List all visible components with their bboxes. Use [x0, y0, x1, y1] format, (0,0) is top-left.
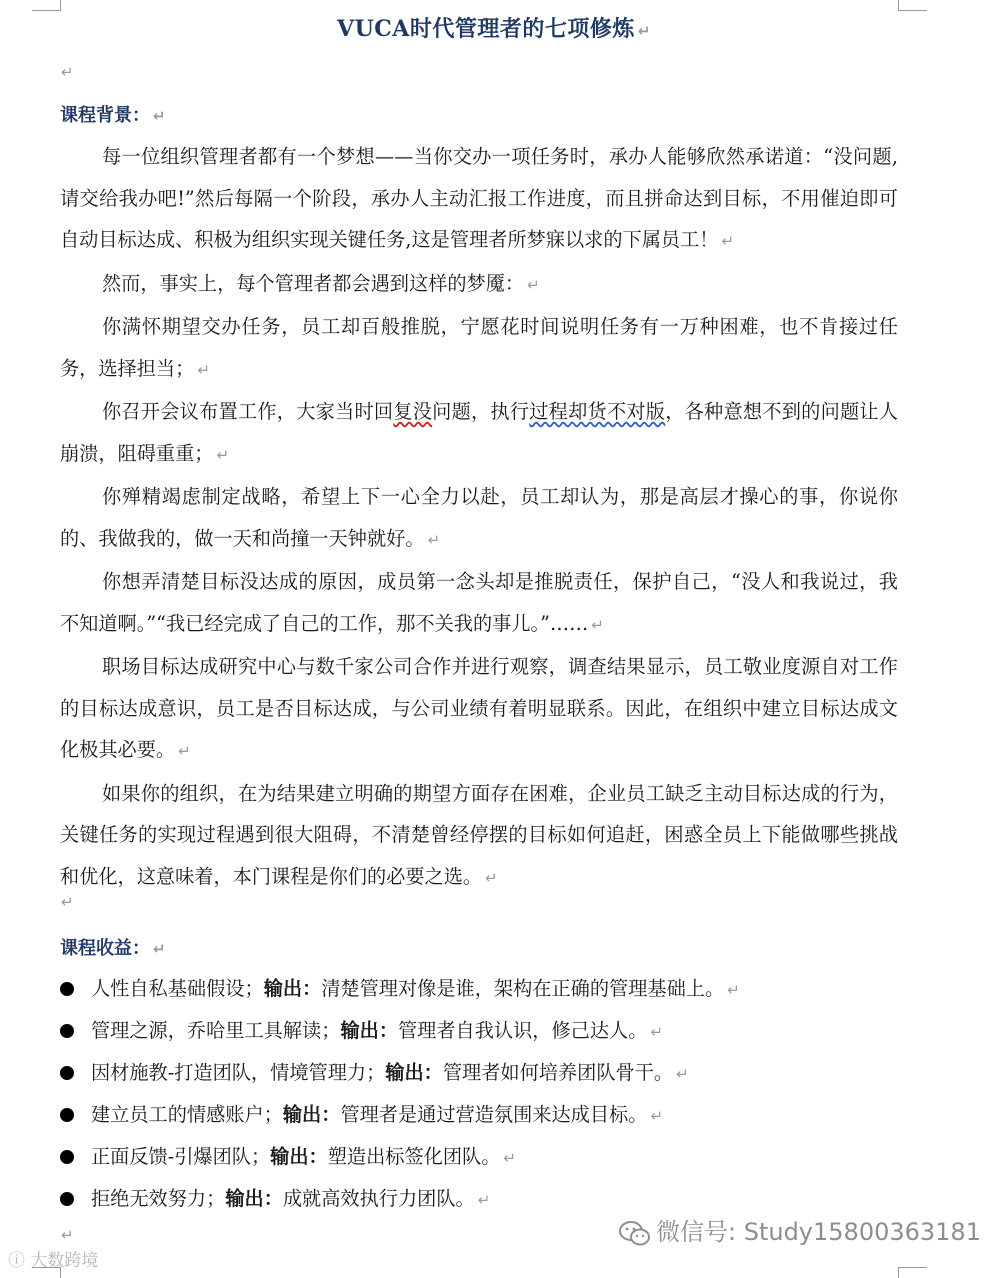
output-label: 输出 — [340, 1019, 379, 1042]
benefit-output: 清楚管理对像是谁，架构在正确的管理基础上。 — [321, 977, 725, 1000]
body-paragraph — [60, 306, 898, 391]
benefit-output: 管理者是通过营造氛围来达成目标。 — [340, 1103, 648, 1126]
body-paragraph — [60, 646, 898, 773]
benefit-output: 管理者自我认识，修己达人。 — [398, 1019, 648, 1042]
page-corner-top-left — [32, 0, 61, 11]
paragraph-mark: ↵ — [650, 1107, 664, 1125]
benefit-item — [60, 968, 920, 1010]
paragraph-mark: ↵ — [477, 1191, 491, 1209]
page-corner-top-right — [898, 0, 927, 11]
output-colon: ： — [423, 1061, 443, 1084]
paragraph-mark: ↵ — [216, 445, 230, 464]
paragraph-mark: ↵ — [153, 107, 166, 125]
paragraph-mark: ↵ — [178, 742, 191, 760]
output-colon: ： — [321, 1103, 341, 1126]
output-label: 输出 — [282, 1103, 322, 1126]
background-body — [60, 136, 898, 899]
paragraph-mark: ↵ — [503, 1149, 516, 1167]
document-title-text: VUCA时代管理者的七项修炼 — [337, 16, 635, 42]
page-corner-bottom-right — [898, 1267, 927, 1278]
body-paragraph — [60, 136, 898, 263]
text-run: 每一位组织管理者都有一个梦想——当你交办一项任务时，承办人能够欣然承诺道：“没问题,请交给我办吧!”然后每隔一个阶段，承办人主动汇报工作进度，而且拼命达到目标，不用催迫即可自动目标达成、积极为组织实现关键任务,这是管理者所梦寐以求的下属员工！ — [60, 145, 898, 251]
benefit-item — [60, 1136, 920, 1178]
document-title — [0, 12, 988, 43]
benefit-topic: 拒绝无效努力； — [91, 1187, 226, 1210]
paragraph-mark: ↵ — [153, 940, 166, 958]
body-paragraph — [60, 391, 898, 476]
benefit-item — [60, 1094, 920, 1136]
benefit-output: 管理者如何培养团队骨干。 — [442, 1061, 674, 1084]
paragraph-mark: ↵ — [61, 893, 74, 911]
paragraph-mark: ↵ — [637, 22, 651, 40]
output-colon: ： — [378, 1019, 398, 1042]
benefit-output: 塑造出标签化团队。 — [327, 1145, 501, 1168]
output-label: 输出 — [270, 1145, 309, 1168]
paragraph-mark: ↵ — [427, 530, 441, 549]
empty-paragraph — [58, 892, 74, 911]
bullet-dot-icon — [60, 1108, 74, 1122]
text-run: 如果你的组织，在为结果建立明确的期望方面存在困难，企业员工缺乏主动目标达成的行为，关键任务的实现过程遇到很大阻碍，不清楚曾经停摆的目标如何追赶，困惑全员上下能做哪些挑战和优化，这意味着，本门课程是你们的必要之选。 — [60, 781, 898, 888]
text-run: 复没 — [393, 400, 433, 423]
empty-paragraph — [58, 62, 74, 81]
paragraph-mark: ↵ — [61, 1226, 74, 1244]
text-run: 你召开会议布置工作，大家当时回 — [102, 400, 394, 423]
text-run: 职场目标达成研究中心与数千家公司合作并进行观察，调查结果显示，员工敬业度源自对工作的目标达成意识，员工是否目标达成，与公司业绩有着明显联系。因此，在组织中建立目标达成文化极其必要。 — [60, 655, 898, 761]
benefit-topic: 因材施教-打造团队，情境管理力； — [91, 1061, 386, 1084]
watermark-left-text: 大数跨境 — [30, 1251, 99, 1271]
background-heading-text: 课程背景： — [60, 105, 150, 126]
benefits-heading-text: 课程收益： — [60, 938, 150, 959]
bullet-dot-icon — [60, 982, 74, 996]
output-colon: ： — [302, 977, 322, 1000]
benefit-topic: 正面反馈-引爆团队； — [91, 1145, 271, 1168]
bullet-dot-icon — [60, 1024, 74, 1038]
wechat-icon — [618, 1220, 652, 1248]
output-colon: ： — [263, 1187, 283, 1210]
output-label: 输出 — [263, 977, 303, 1000]
text-run: ，各种意想不到的问题让人崩溃，阻碍重重； — [60, 400, 899, 465]
empty-paragraph — [58, 1225, 74, 1244]
paragraph-mark: ↵ — [721, 232, 735, 250]
text-run: 你想弄清楚目标没达成的原因，成员第一念头却是推脱责任，保护自己，“没人和我说过，我不知道啊。”“我已经完成了自己的工作，那不关我的事儿。”…… — [60, 570, 898, 635]
output-label: 输出 — [385, 1061, 424, 1084]
paragraph-mark: ↵ — [650, 1023, 664, 1041]
paragraph-mark: ↵ — [727, 981, 740, 999]
watermark-right — [618, 1212, 981, 1248]
watermark-right-text: 微信号: Study15800363181 — [656, 1218, 981, 1246]
body-paragraph — [60, 476, 898, 561]
watermark-left — [8, 1246, 98, 1271]
paragraph-mark: ↵ — [485, 868, 498, 887]
body-paragraph — [60, 561, 898, 646]
benefit-item — [60, 1052, 920, 1094]
text-run: 你殚精竭虑制定战略，希望上下一心全力以赴，员工却认为，那是高层才操心的事，你说你的、我做我的，做一天和尚撞一天钟就好。 — [60, 485, 898, 550]
benefit-item — [60, 1010, 920, 1052]
paragraph-mark: ↵ — [61, 63, 74, 81]
body-paragraph — [60, 263, 898, 307]
benefit-output: 成就高效执行力团队。 — [282, 1187, 475, 1210]
benefit-topic: 人性自私基础假设； — [91, 977, 264, 1000]
logo-icon: ⓘ — [8, 1251, 25, 1271]
text-run: 你满怀期望交办任务，员工却百般推脱，宁愿花时间说明任务有一万种困难，也不肯接过任务，选择担当； — [60, 315, 898, 380]
text-run: 然而，事实上，每个管理者都会遇到这样的梦魇： — [102, 271, 525, 295]
background-heading — [60, 101, 166, 127]
output-colon: ： — [308, 1145, 328, 1168]
body-paragraph — [60, 773, 898, 900]
output-label: 输出 — [225, 1187, 264, 1210]
bullet-dot-icon — [60, 1150, 74, 1164]
bullet-dot-icon — [60, 1192, 74, 1206]
benefit-topic: 建立员工的情感账户； — [91, 1103, 283, 1126]
paragraph-mark: ↵ — [676, 1065, 689, 1083]
benefits-list — [60, 968, 920, 1220]
paragraph-mark: ↵ — [527, 275, 540, 294]
paragraph-mark: ↵ — [591, 615, 604, 634]
text-run: 问题，执行 — [432, 400, 530, 423]
benefits-heading — [60, 934, 166, 960]
benefit-topic: 管理之源，乔哈里工具解读； — [91, 1019, 341, 1042]
text-run: 过程却货不对版 — [529, 400, 666, 423]
bullet-dot-icon — [60, 1066, 74, 1080]
paragraph-mark: ↵ — [197, 360, 210, 379]
